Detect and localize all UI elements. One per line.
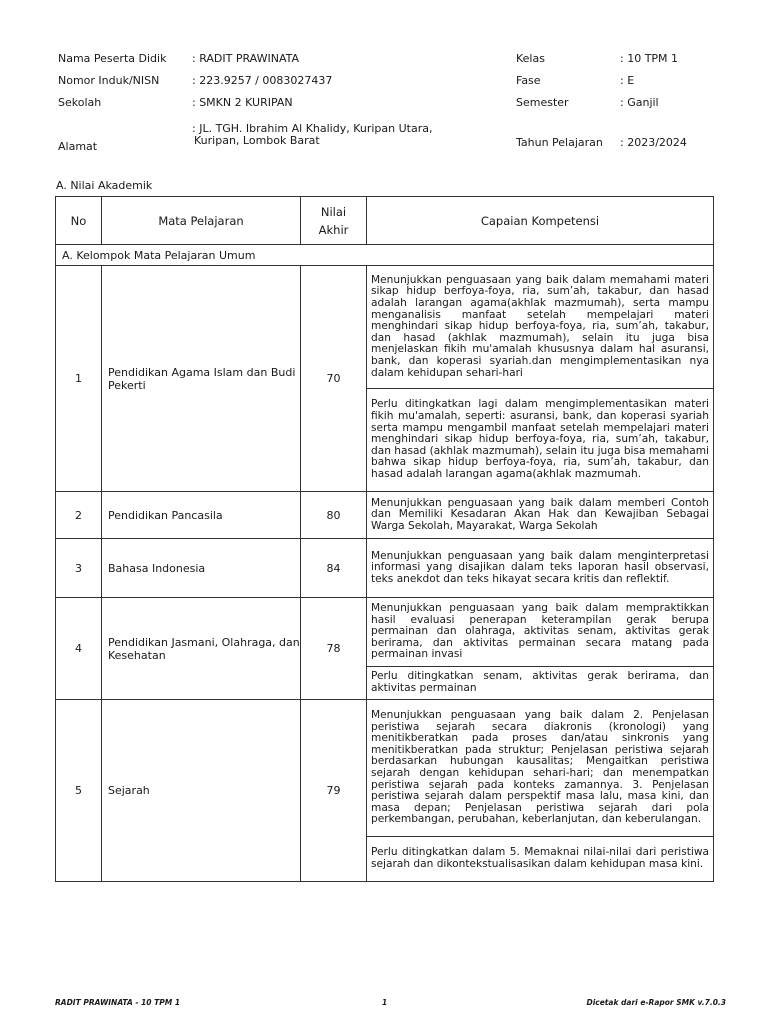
nilai-akademik-table — [55, 196, 714, 882]
info-row-nis — [58, 74, 718, 96]
sekolah-value: : SMKN 2 KURIPAN — [192, 96, 293, 109]
alamat-value-line2: Kuripan, Lombok Barat — [194, 134, 320, 147]
alamat-label: Alamat — [58, 140, 98, 153]
alamat-value-line1: : JL. TGH. Ibrahim Al Khalidy, Kuripan Utara, — [192, 122, 433, 135]
kelas-value: : 10 TPM 1 — [620, 52, 679, 65]
nama-label: Nama Peserta Didik — [58, 52, 167, 65]
info-row-sekolah — [58, 96, 718, 118]
row-nilai: 84 — [301, 539, 367, 598]
row-nilai: 70 — [301, 266, 367, 492]
footer-left: RADIT PRAWINATA - 10 TPM 1 — [55, 998, 181, 1007]
row-nilai: 78 — [301, 598, 367, 700]
row-mapel: Pendidikan Agama Islam dan Budi Pekerti — [102, 266, 301, 492]
footer-right: Dicetak dari e-Rapor SMK v.7.0.3 — [586, 998, 726, 1007]
tahun-label: Tahun Pelajaran — [516, 136, 603, 149]
table-row — [56, 598, 714, 667]
header-nilai: Nilai Akhir — [301, 197, 367, 245]
row-no: 2 — [56, 492, 102, 539]
row-no: 5 — [56, 700, 102, 882]
header-no: No — [56, 197, 102, 245]
nama-value: : RADIT PRAWINATA — [192, 52, 300, 65]
row-capaian: Menunjukkan penguasaan yang baik dalam memberi Contoh dan Memiliki Kesadaran Akan Hak dan Kewajiban Sebagai Warga Sekolah, Mayarakat, Warga Sekolah — [367, 492, 714, 539]
group-row — [56, 245, 714, 266]
row-capaian-perlu: Perlu ditingkatkan lagi dalam mengimplementasikan materi fikih mu'amalah, seperti: asuransi, bank, dan koperasi syariah serta mampu mengambil manfaat setelah mempelajari materi menghindari sikap hidup berfoya-foya, ria, sum’ah, takabur, dan hasad (akhlak mazmumah), selain itu juga bisa memahami bahwa sikap hidup berfoya-foya, ria, sum’ah, takabur, dan hasad adalah larangan agama(akhlak mazmumah. — [367, 389, 714, 492]
fase-label: Fase — [516, 74, 541, 87]
row-capaian: Menunjukkan penguasaan yang baik dalam menginterpretasi informasi yang disajikan dalam teks laporan hasil observasi, teks anekdot dan teks hikayat secara kritis dan reflektif. — [367, 539, 714, 598]
table-header-row — [56, 197, 714, 245]
row-nilai: 79 — [301, 700, 367, 882]
semester-value: : Ganjil — [620, 96, 659, 109]
semester-label: Semester — [516, 96, 569, 109]
nis-label: Nomor Induk/NISN — [58, 74, 160, 87]
table-row — [56, 700, 714, 837]
header-capaian: Capaian Kompetensi — [367, 197, 714, 245]
row-nilai: 80 — [301, 492, 367, 539]
nis-value: : 223.9257 / 0083027437 — [192, 74, 333, 87]
fase-value: : E — [620, 74, 635, 87]
row-capaian-perlu: Perlu ditingkatkan senam, aktivitas gerak berirama, dan aktivitas permainan — [367, 667, 714, 700]
header-mapel: Mata Pelajaran — [102, 197, 301, 245]
row-no: 3 — [56, 539, 102, 598]
group-label: A. Kelompok Mata Pelajaran Umum — [56, 245, 714, 266]
row-capaian-perlu: Perlu ditingkatkan dalam 5. Memaknai nilai-nilai dari peristiwa sejarah dan dikontekstualisasikan dalam kehidupan masa kini. — [367, 837, 714, 882]
row-mapel: Sejarah — [102, 700, 301, 882]
tahun-value: : 2023/2024 — [620, 136, 687, 149]
sekolah-label: Sekolah — [58, 96, 102, 109]
student-info — [58, 52, 718, 153]
row-mapel: Pendidikan Jasmani, Olahraga, dan Kesehatan — [102, 598, 301, 700]
row-capaian: Menunjukkan penguasaan yang baik dalam mempraktikkan hasil evaluasi penerapan keterampilan gerak berupa permainan dan olahraga, aktivitas senam, aktivitas gerak berirama, dan aktivitas permainan secara matang pada permainan invasi — [367, 598, 714, 667]
row-no: 4 — [56, 598, 102, 700]
row-capaian: Menunjukkan penguasaan yang baik dalam 2. Penjelasan peristiwa sejarah secara diakronis (kronologi) yang menitikberatkan pada proses dan/atau sinkronis yang menitikberatkan pada struktur; Penjelasan peristiwa sejarah berdasarkan hubungan kausalitas; Mengaitkan peristiwa sejarah dengan kehidupan sehari-hari; dan menempatkan peristiwa sejarah pada konteks zamannya. 3. Penjelasan peristiwa sejarah dalam perspektif masa lalu, masa kini, dan masa depan; Penjelasan peristiwa sejarah dari pola perkembangan, perubahan, keberlanjutan, dan keberulangan. — [367, 700, 714, 837]
row-capaian: Menunjukkan penguasaan yang baik dalam memahami materi sikap hidup berfoya-foya, ria, sum’ah, takabur, dan hasad adalah larangan agama(akhlak mazmumah), serta mampu menganalisis manfaat setelah mempelajari materi menghindari sikap hidup berfoya-foya, ria, sum’ah, takabur, dan hasad (akhlak mazmumah), selain itu juga bisa menjelaskan fikih mu'amalah khususnya dalam hal asuransi, bank, dan koperasi syariah.dan mengimplementasikan nya dalam kehidupan sehari-hari — [367, 266, 714, 389]
info-row-alamat — [58, 118, 718, 153]
row-mapel: Bahasa Indonesia — [102, 539, 301, 598]
row-mapel: Pendidikan Pancasila — [102, 492, 301, 539]
footer-page-number: 1 — [382, 998, 388, 1007]
table-row — [56, 539, 714, 598]
table-row — [56, 266, 714, 389]
table-row — [56, 492, 714, 539]
info-row-nama — [58, 52, 718, 74]
row-no: 1 — [56, 266, 102, 492]
section-title: A. Nilai Akademik — [56, 179, 153, 192]
kelas-label: Kelas — [516, 52, 545, 65]
